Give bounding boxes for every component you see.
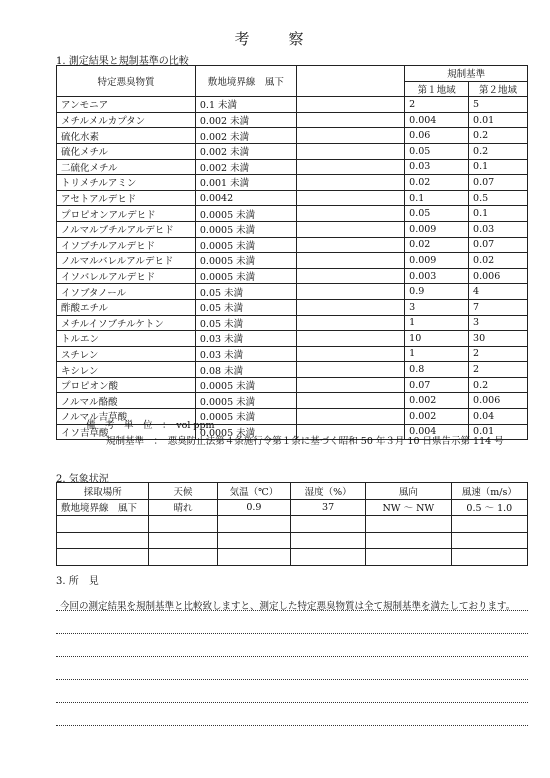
weather-empty-row [57,516,528,533]
col-site: 敷地境界線 風下 [195,66,296,97]
measured-value: 0.0005 未満 [195,221,296,237]
measured-value: 0.0042 [195,190,296,206]
table-row [57,268,528,284]
measured-value: 0.001 未満 [195,175,296,191]
substance-name: キシレン [57,362,196,378]
standard-area1: 0.07 [405,377,469,393]
note-unit: 備 考 単 位 ： vol ppm [86,420,215,431]
substance-name: イソ吉草酸 [57,424,196,440]
measured-value: 0.002 未満 [195,143,296,159]
col-substance: 特定悪臭物質 [57,66,196,97]
standard-area2: 4 [469,284,528,300]
standard-area2: 0.02 [469,253,528,269]
standard-area2: 0.2 [469,377,528,393]
blank-cell [296,346,404,362]
substance-name: 硫化メチル [57,143,196,159]
substance-name: プロピオンアルデヒド [57,206,196,222]
substance-name: 硫化水素 [57,128,196,144]
table-row [57,315,528,331]
standard-area1: 0.05 [405,206,469,222]
blank-cell [296,284,404,300]
blank-cell [296,237,404,253]
table-row [57,143,528,159]
section2-heading: 2. 気象状況 [56,474,109,485]
weather-col-wind-speed: 風速（m/s） [451,483,527,500]
table-row [57,377,528,393]
page-title: 考 察 [234,30,316,48]
standard-area2: 2 [469,362,528,378]
standard-area2: 0.03 [469,221,528,237]
standard-area2: 7 [469,299,528,315]
blank-cell [296,128,404,144]
measured-value: 0.1 未満 [195,97,296,113]
weather-data-row [57,499,528,516]
table-row [57,175,528,191]
standard-area1: 0.009 [405,253,469,269]
measured-value: 0.05 未満 [195,315,296,331]
table-row [57,346,528,362]
substance-name: メチルイソブチルケトン [57,315,196,331]
col-area1: 第１地域 [405,81,469,97]
col-blank [296,66,404,97]
standard-area2: 2 [469,346,528,362]
weather-empty-row [57,549,528,566]
table-row [57,237,528,253]
standard-area1: 2 [405,97,469,113]
standard-area2: 0.1 [469,206,528,222]
standard-area2: 0.1 [469,159,528,175]
weather-wind-dir: NW ～ NW [366,499,452,516]
measured-value: 0.002 未満 [195,159,296,175]
standard-area1: 0.009 [405,221,469,237]
standard-area2: 0.07 [469,237,528,253]
blank-cell [296,221,404,237]
note-standard: 規制基準 ： 悪臭防止法第４条施行令第１条に基づく昭和 50 年３月 10 日県告示第 114 号 [106,436,504,447]
standard-area1: 0.1 [405,190,469,206]
standard-area1: 1 [405,346,469,362]
weather-col-location: 採取場所 [57,483,149,500]
substance-name: トリメチルアミン [57,175,196,191]
measured-value: 0.002 未満 [195,128,296,144]
standard-area2: 0.01 [469,424,528,440]
table-row [57,253,528,269]
standard-area2: 30 [469,331,528,347]
substance-name: イソバレルアルデヒド [57,268,196,284]
measured-value: 0.0005 未満 [195,409,296,425]
table-row [57,393,528,409]
weather-condition: 晴れ [149,499,217,516]
standard-area1: 0.06 [405,128,469,144]
blank-cell [296,206,404,222]
standard-area2: 0.006 [469,268,528,284]
standard-area2: 0.5 [469,190,528,206]
measured-value: 0.0005 未満 [195,377,296,393]
dotted-line [56,633,528,634]
table-row [57,284,528,300]
table-row [57,112,528,128]
table-row [57,362,528,378]
standard-area1: 0.8 [405,362,469,378]
table-row [57,159,528,175]
table-row [57,206,528,222]
standard-area2: 0.07 [469,175,528,191]
substance-name: メチルメルカプタン [57,112,196,128]
standard-area2: 0.2 [469,128,528,144]
substance-name: ノルマルブチルアルデヒド [57,221,196,237]
standard-area1: 0.004 [405,424,469,440]
standard-area2: 0.01 [469,112,528,128]
substance-name: トルエン [57,331,196,347]
blank-cell [296,315,404,331]
comparison-table [56,65,528,440]
weather-col-humidity: 湿度（%） [291,483,366,500]
table-row [57,128,528,144]
col-area2: 第２地域 [469,81,528,97]
dotted-line [56,702,528,703]
standard-area2: 0.006 [469,393,528,409]
weather-wind-speed: 0.5 ～ 1.0 [451,499,527,516]
standard-area1: 3 [405,299,469,315]
section3-heading: 3. 所 見 [56,576,99,587]
blank-cell [296,112,404,128]
measured-value: 0.08 未満 [195,362,296,378]
substance-name: プロピオン酸 [57,377,196,393]
dotted-line [56,610,528,611]
table-header-row [57,66,528,82]
standard-area1: 0.03 [405,159,469,175]
weather-location: 敷地境界線 風下 [57,499,149,516]
blank-cell [296,268,404,284]
measured-value: 0.03 未満 [195,331,296,347]
dotted-line [56,679,528,680]
table-row [57,331,528,347]
measured-value: 0.0005 未満 [195,268,296,284]
measured-value: 0.0005 未満 [195,206,296,222]
standard-area2: 5 [469,97,528,113]
weather-table [56,482,528,566]
substance-name: ノルマル酪酸 [57,393,196,409]
table-row [57,299,528,315]
blank-cell [296,97,404,113]
standard-area1: 0.003 [405,268,469,284]
table-row [57,97,528,113]
weather-col-wind-dir: 風向 [366,483,452,500]
standard-area1: 0.05 [405,143,469,159]
standard-area1: 0.9 [405,284,469,300]
standard-area1: 0.004 [405,112,469,128]
blank-cell [296,159,404,175]
substance-name: 二硫化メチル [57,159,196,175]
measured-value: 0.0005 未満 [195,237,296,253]
standard-area1: 10 [405,331,469,347]
weather-empty-row [57,532,528,549]
blank-cell [296,393,404,409]
blank-cell [296,143,404,159]
measured-value: 0.0005 未満 [195,424,296,440]
substance-name: 酢酸エチル [57,299,196,315]
substance-name: アセトアルデヒド [57,190,196,206]
notes [86,418,504,450]
substance-name: ノルマル吉草酸 [57,409,196,425]
standard-area2: 0.2 [469,143,528,159]
weather-temp: 0.9 [217,499,291,516]
dotted-line [56,725,528,726]
dotted-line [56,656,528,657]
weather-col-weather: 天候 [149,483,217,500]
substance-name: ノルマルバレルアルデヒド [57,253,196,269]
substance-name: スチレン [57,346,196,362]
blank-cell [296,331,404,347]
standard-area2: 3 [469,315,528,331]
blank-cell [296,377,404,393]
substance-name: イソブチルアルデヒド [57,237,196,253]
measured-value: 0.03 未満 [195,346,296,362]
weather-header-row [57,483,528,500]
blank-cell [296,362,404,378]
table-row [57,221,528,237]
weather-col-temp: 気温（℃） [217,483,291,500]
standard-area1: 0.02 [405,237,469,253]
col-standard: 規制基準 [405,66,528,82]
standard-area2: 0.04 [469,409,528,425]
blank-cell [296,175,404,191]
substance-name: アンモニア [57,97,196,113]
standard-area1: 0.02 [405,175,469,191]
standard-area1: 0.002 [405,393,469,409]
blank-cell [296,253,404,269]
measured-value: 0.0005 未満 [195,393,296,409]
measured-value: 0.05 未満 [195,299,296,315]
weather-humidity: 37 [291,499,366,516]
blank-cell [296,299,404,315]
standard-area1: 1 [405,315,469,331]
substance-name: イソブタノール [57,284,196,300]
measured-value: 0.05 未満 [195,284,296,300]
measured-value: 0.002 未満 [195,112,296,128]
measured-value: 0.0005 未満 [195,253,296,269]
table-row [57,190,528,206]
blank-cell [296,190,404,206]
section1-heading: 1. 測定結果と規制基準の比較 [56,56,189,67]
remarks-text: 今回の測定結果を規制基準と比較致しますと、測定した特定悪臭物質は全て規制基準を満たしております。 [60,601,516,612]
standard-area1: 0.002 [405,409,469,425]
